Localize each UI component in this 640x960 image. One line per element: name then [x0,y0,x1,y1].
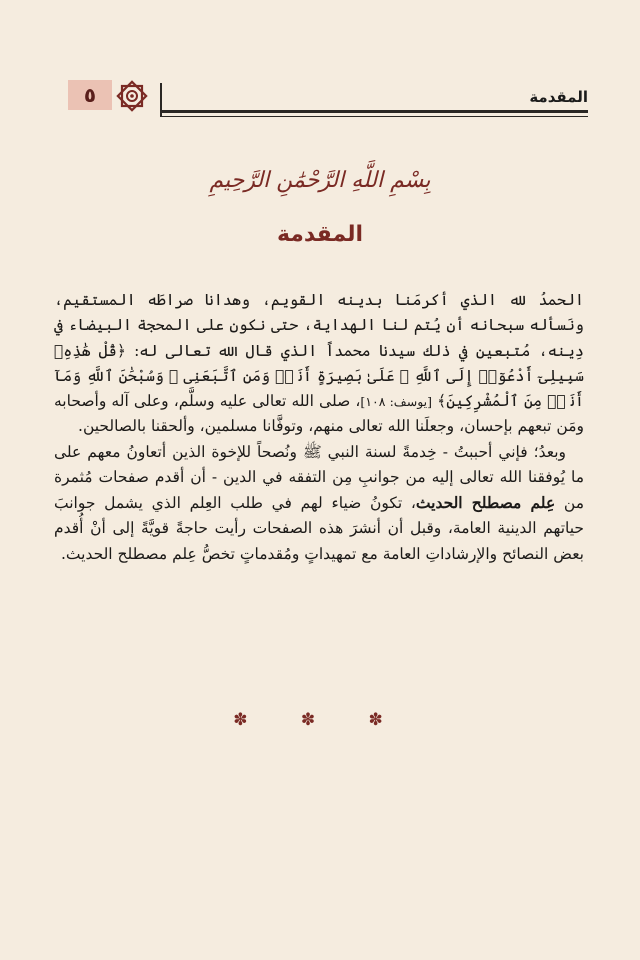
paragraph-1 [54,288,584,440]
section-separator: ✽ ✽ ✽ [233,710,407,730]
verse-reference: [يوسف: ١٠٨] [360,394,433,409]
quran-verse: ﴿قُلْ هَٰذِهِۦ سَبِيلِىٓ أَدْعُوٓا۟ إِلَى ٱللَّهِ ۚ عَلَىٰ بَصِيرَةٍ أَنَا۠ وَمَنِ ٱتَّبَعَنِى ۖ وَسُبْحَٰنَ ٱللَّهِ وَمَآ أَنَا۠ مِنَ ٱلْمُشْرِكِينَ﴾ [54,341,584,410]
page-number-box [68,80,112,110]
body-text [54,288,584,567]
paragraph-2-part1: وبعدُ؛ فإني أحببتُ - خِدمةً لسنة النبي ﷺ ونُصحاً للإخوة الذين أتعاونُ معهم على ما يُوفقنا الله تعالى إليه من جوانبِ مِن التفقه في الدين - أن أقدم صفحات مُثمرة من [54,442,584,512]
chapter-title: المقدمة [529,88,588,106]
section-heading: المقدمة [276,222,364,247]
paragraph-1-intro: الحمدُ لله الذي أكرمَنا بدينه القويم، وهدانا صراطَه المستقيم، ونَسأله سبحانه أن يُتم لنا الهداية، حتى نكون على المحجة البيضاء في دِينه، مُتبعين في ذلك سيدنا محمداً الذي قال الله تعالى له: [54,291,584,360]
header-rule-thin [160,116,588,117]
paragraph-2-part2: ، تكونُ ضياء لهم في طلب العِلم الذي يشمل جوانبَ حياتهم الدينية العامة، وقبل أن أنشرَ هذه الصفحات رأيت حاجةً قويَّةً إلى أنْ أُقدم بعض النصائح والإرشاداتِ العامة مع تمهيداتٍ ومُقدماتٍ تخصُّ عِلم مصطلح الحديث. [54,494,584,563]
star-ornament-icon [114,78,150,114]
paragraph-1-closing: ، صلى الله تعالى عليه وسلَّم، وعلى آله وأصحابه ومَن تبعهم بإحسان، وجعلَنا الله تعالى منهم، وتوفَّانا مسلمين، وألحقنا بالصالحين. [54,392,584,436]
paragraph-2 [54,440,584,567]
header-rule-thick [160,110,588,113]
page-number: ٥ [83,83,97,107]
basmala: بِسْمِ اللَّهِ الرَّحْمَٰنِ الرَّحِيمِ [209,168,431,193]
paragraph-2-highlight: عِلم مصطلح الحديث [415,493,556,512]
